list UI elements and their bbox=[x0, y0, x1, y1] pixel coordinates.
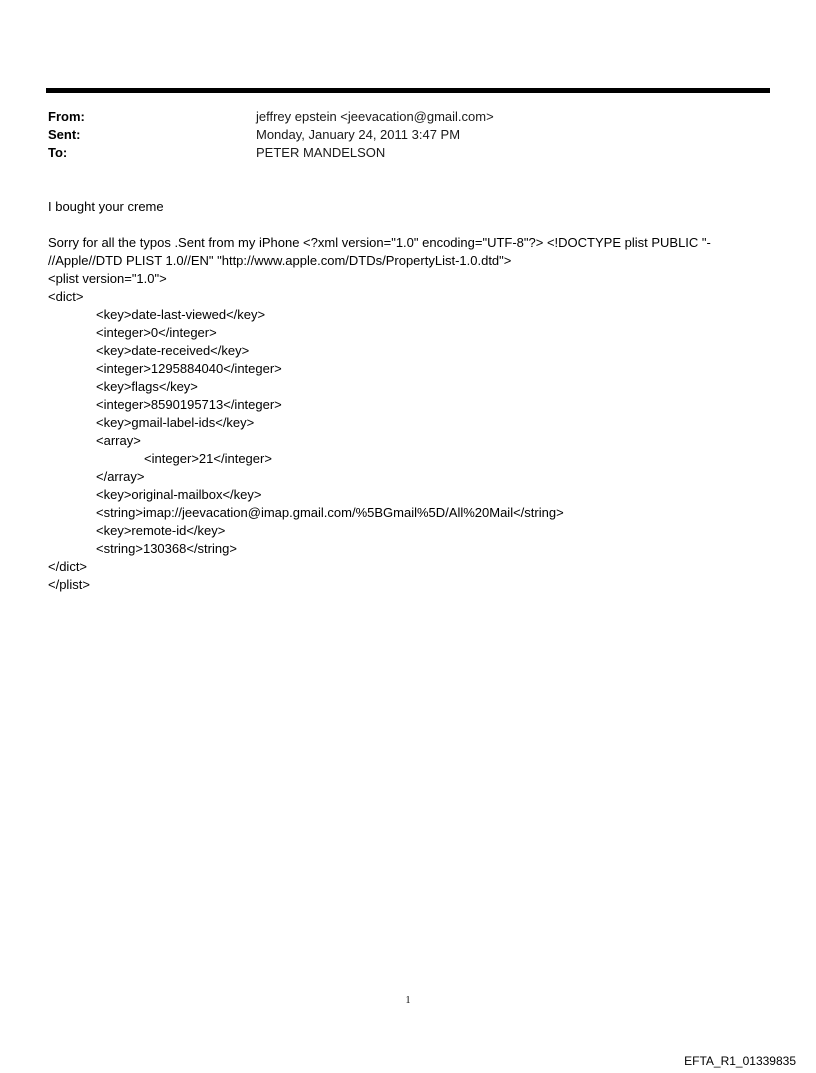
plist-line: <string>imap://jeevacation@imap.gmail.com/%5BGmail%5D/All%20Mail</string> bbox=[96, 505, 564, 520]
plist-line: <key>flags</key> bbox=[96, 379, 198, 394]
message-line-3: //Apple//DTD PLIST 1.0//EN" "http://www.apple.com/DTDs/PropertyList-1.0.dtd"> bbox=[48, 253, 512, 268]
from-label: From: bbox=[48, 109, 85, 124]
plist-line: <integer>21</integer> bbox=[144, 451, 272, 466]
plist-line: <array> bbox=[96, 433, 141, 448]
message-line-2: Sorry for all the typos .Sent from my iPhone <?xml version="1.0" encoding="UTF-8"?> <!DOCTYPE plist PUBLIC "- bbox=[48, 235, 711, 250]
page-number: 1 bbox=[405, 995, 411, 1006]
plist-line: <key>remote-id</key> bbox=[96, 523, 226, 538]
plist-line: </array> bbox=[96, 469, 145, 484]
from-row bbox=[48, 108, 768, 126]
from-value: jeffrey epstein <jeevacation@gmail.com> bbox=[256, 109, 494, 124]
bates-number: EFTA_R1_01339835 bbox=[684, 1054, 796, 1068]
to-value: PETER MANDELSON bbox=[256, 145, 386, 160]
plist-line: <key>date-last-viewed</key> bbox=[96, 307, 266, 322]
plist-open: <plist version="1.0"> bbox=[48, 271, 167, 286]
to-label: To: bbox=[48, 145, 68, 160]
header-rule bbox=[46, 88, 770, 93]
dict-close: </dict> bbox=[48, 559, 88, 574]
to-row bbox=[48, 144, 768, 162]
plist-line: <integer>1295884040</integer> bbox=[96, 361, 282, 376]
plist-line: <integer>0</integer> bbox=[96, 325, 217, 340]
plist-line: <key>original-mailbox</key> bbox=[96, 487, 262, 502]
sent-value: Monday, January 24, 2011 3:47 PM bbox=[256, 127, 461, 142]
plist-line: <integer>8590195713</integer> bbox=[96, 397, 282, 412]
plist-close: </plist> bbox=[48, 577, 90, 592]
plist-line: <key>date-received</key> bbox=[96, 343, 250, 358]
plist-line: <string>130368</string> bbox=[96, 541, 237, 556]
sent-row bbox=[48, 126, 768, 144]
message-line-1: I bought your creme bbox=[48, 199, 164, 214]
dict-open: <dict> bbox=[48, 289, 84, 304]
sent-label: Sent: bbox=[48, 127, 81, 142]
plist-line: <key>gmail-label-ids</key> bbox=[96, 415, 255, 430]
